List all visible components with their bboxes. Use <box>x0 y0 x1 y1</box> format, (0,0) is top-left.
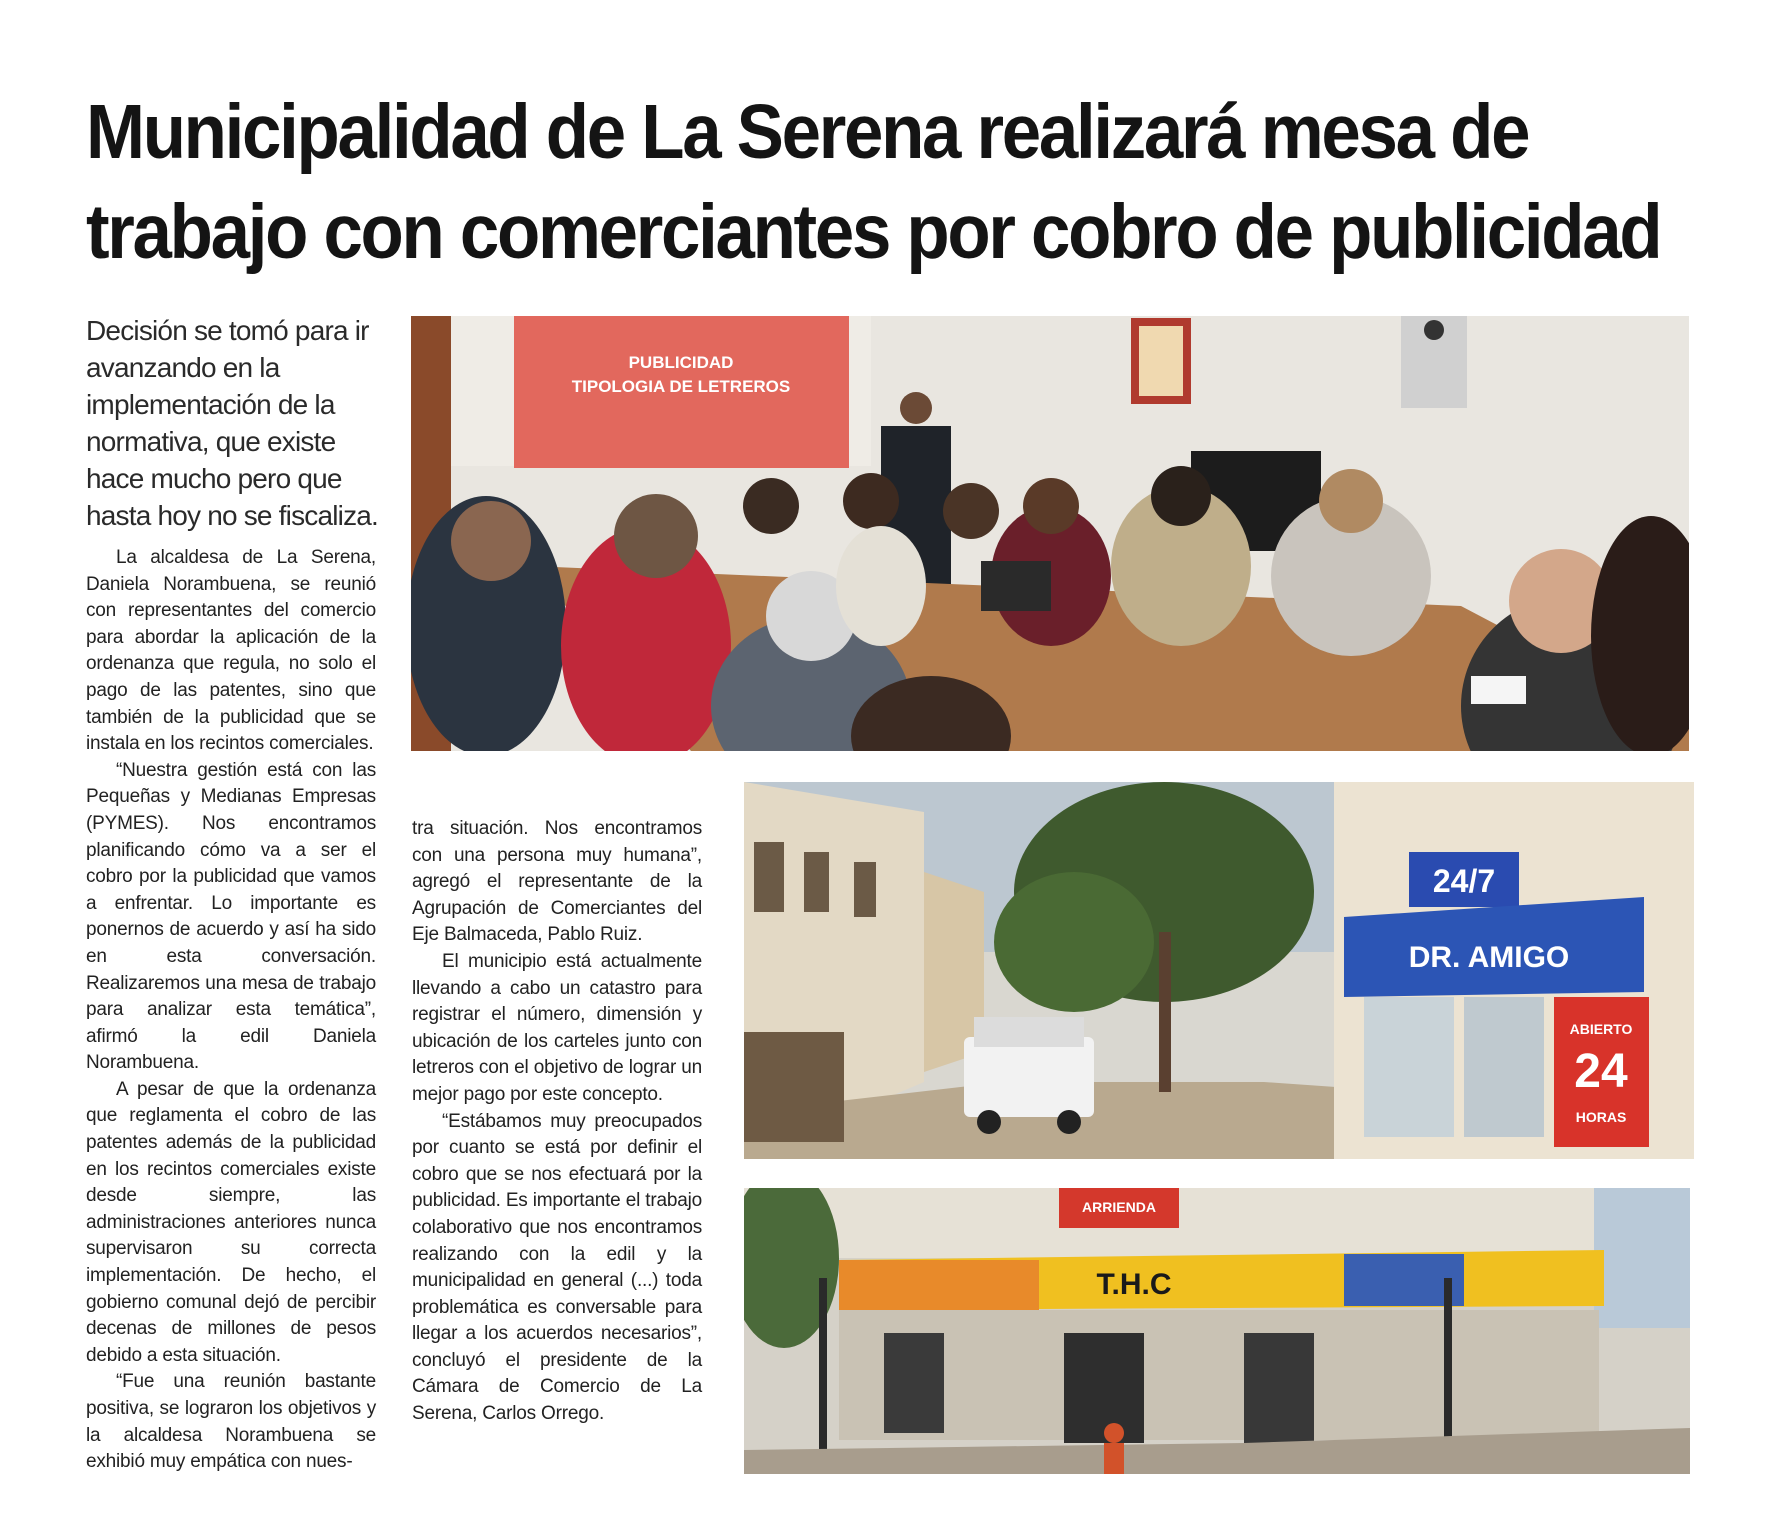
paragraph: “Estábamos muy preocupados por cuanto se está por definir el cobro que se nos efectuará por la publicidad. Es importante el trabajo colaborativo que nos encontramos realizando con la edil y la municipalidad en general (...) toda problemática es conversable para llegar a los acuerdos necesarios”, concluyó el presidente de la Cámara de Comercio de La Serena, Carlos Orrego. <box>412 1110 702 1425</box>
article-column-2 <box>412 816 702 1428</box>
dek-subtitle: Decisión se tomó para ir avanzando en la implementación de la normativa, que existe hace mucho pero que hasta hoy no se fiscaliza. <box>86 315 379 531</box>
headline-line-2: trabajo con comerciantes por cobro de publicidad <box>86 189 1661 275</box>
paragraph: “Nuestra gestión está con las Pequeñas y Medianas Empresas (PYMES). Nos encontramos planificando cómo va a ser el cobro por la publicidad que vamos a enfrentar. Lo importante es ponernos de acuerdo y así ha sido en esta conversación. Realizaremos una mesa de trabajo para analizar esta temática”, afirmó la edil Daniela Norambuena. <box>86 759 376 1074</box>
sign-pharmacy: DR. AMIGO <box>1408 941 1570 974</box>
street-photo <box>744 782 1694 1159</box>
paragraph: “Fue una reunión bastante positiva, se lograron los objetivos y la alcaldesa Norambuena se exhibió muy empática con nues- <box>86 1371 376 1473</box>
sign-hours: HORAS <box>1575 1109 1627 1125</box>
meeting-photo <box>411 316 1689 751</box>
sign-open: ABIERTO <box>1569 1021 1633 1037</box>
sign-thc: T.H.C <box>1096 1268 1172 1301</box>
corner-photo <box>744 1188 1690 1474</box>
article-column-1 <box>86 545 376 1476</box>
paragraph: La alcaldesa de La Serena, Daniela Norambuena, se reunió con representantes del comercio para abordar la aplicación de la ordenanza que regula, no solo el pago de las patentes, sino que también de la publicidad que se instala en los recintos comerciales. <box>86 547 376 755</box>
headline-line-1: Municipalidad de La Serena realizará mesa de <box>86 89 1529 175</box>
slide-title-2: TIPOLOGIA DE LETREROS <box>571 377 791 396</box>
headline <box>86 82 1661 282</box>
paragraph: El municipio está actualmente llevando a cabo un catastro para registrar el número, dimensión y ubicación de los carteles junto con letreros con el objetivo de lograr un mejor pago por este concepto. <box>412 950 702 1105</box>
paragraph: tra situación. Nos encontramos con una persona muy humana”, agregó el representante de la Agrupación de Comerciantes del Eje Balmaceda, Pablo Ruiz. <box>412 818 702 946</box>
slide-title-1: PUBLICIDAD <box>628 353 734 372</box>
sign-arrienda: ARRIENDA <box>1082 1199 1156 1215</box>
paragraph: A pesar de que la ordenanza que reglamenta el cobro de las patentes además de la publicidad en los recintos comerciales existe desde siempre, las administraciones anteriores nunca supervisaron su correcta implementación. De hecho, el gobierno comunal dejó de percibir decenas de millones de pesos debido a esta situación. <box>86 1078 376 1366</box>
sign-24: 24 <box>1574 1045 1628 1098</box>
sign-247: 24/7 <box>1432 863 1496 899</box>
